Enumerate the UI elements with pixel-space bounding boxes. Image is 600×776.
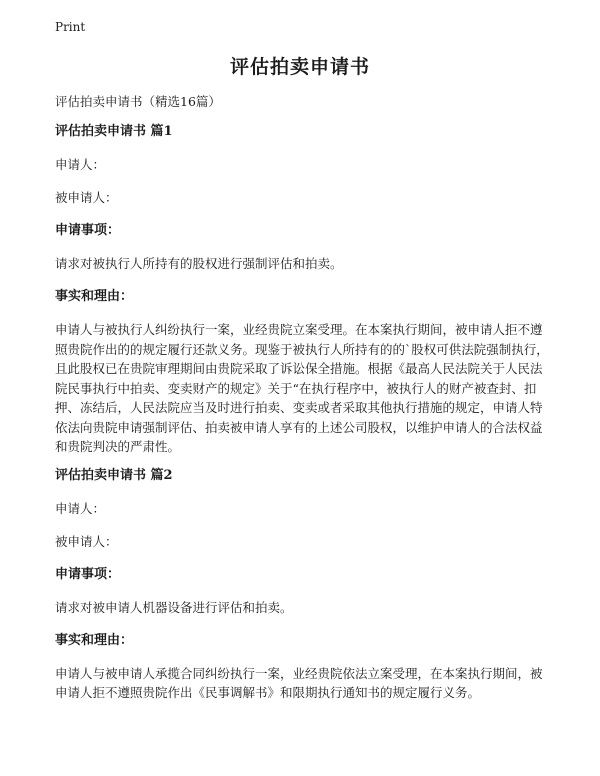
respondent-field: 被申请人： xyxy=(55,190,118,205)
request-text: 请求对被申请人机器设备进行评估和拍卖。 xyxy=(55,599,293,615)
print-link[interactable]: Print xyxy=(55,20,86,34)
section-title: 评估拍卖申请书 篇1 xyxy=(55,124,173,139)
request-text: 请求对被执行人所持有的股权进行强制评估和拍卖。 xyxy=(55,256,343,271)
facts-text: 申请人与被执行人纠纷执行一案，业经贵院立案受理。在本案执行期间，被申请人拒不遵照贵院作出的的规定履行还款义务。现鉴于被执行人所持有的的`股权可供法院强制执行，且此股权已在贵院审理期间由贵院采取了诉讼保全措施。根据《最高人民法院关于人民法院民事执行中拍卖、变卖财产的规定》关于“在执行程序中，被执行人的财产被查封、扣押、冻结后，人民法院应当及时进行拍卖、变卖或者采取其他执行措施的规定，申请人特依法向贵院申请强制评估、拍卖被申请人享有的上述公司股权，以维护申请人的合法权益和贵院判决的严肃性。 xyxy=(55,322,549,454)
document-subtitle: 评估拍卖申请书（精选16篇） xyxy=(55,94,221,109)
request-heading: 申请事项： xyxy=(55,223,121,238)
facts-heading: 事实和理由： xyxy=(55,632,134,648)
page-title: 评估拍卖申请书 xyxy=(229,56,370,78)
facts-heading: 事实和理由： xyxy=(55,289,134,304)
document-body xyxy=(55,92,550,712)
respondent-field: 被申请人： xyxy=(55,533,118,549)
section-2 xyxy=(55,466,550,703)
section-1 xyxy=(55,122,550,457)
facts-text: 申请人与被申请人承揽合同纠纷执行一案，业经贵院依法立案受理，在本案执行期间，被申请人拒不遵照贵院作出《民事调解书》和限期执行通知书的规定履行义务。 xyxy=(55,665,543,700)
applicant-field: 申请人： xyxy=(55,157,106,172)
applicant-field: 申请人： xyxy=(55,500,106,516)
request-heading: 申请事项： xyxy=(55,566,121,582)
section-title: 评估拍卖申请书 篇2 xyxy=(55,467,173,483)
